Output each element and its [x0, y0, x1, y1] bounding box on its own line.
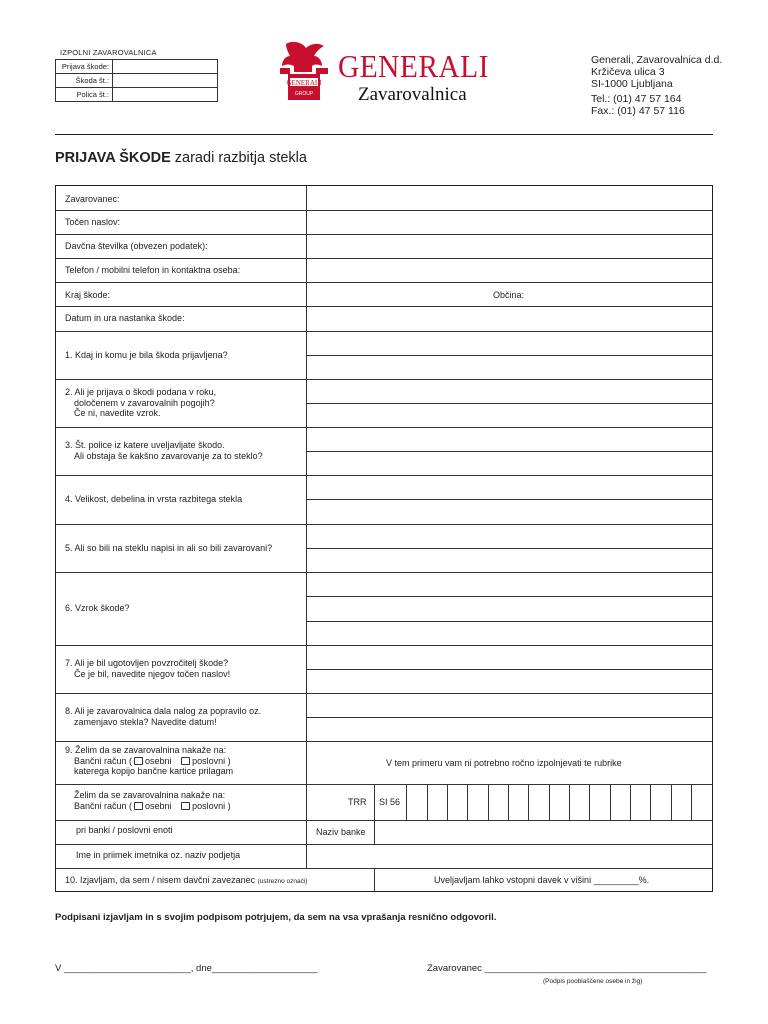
poslovni-checkbox[interactable]	[181, 757, 190, 765]
claim-form-table	[55, 185, 713, 892]
office-header: IZPOLNI ZAVAROVALNICA	[60, 48, 157, 57]
company-fax: Fax.: (01) 47 57 116	[591, 105, 685, 117]
datum-label: Datum in ura nastanka škode:	[65, 313, 185, 323]
company-city: SI-1000 Ljubljana	[591, 78, 673, 90]
declaration-text: Podpisani izjavljam in s svojim podpisom potrjujem, da sem na vsa vprašanja resnično odgovoril.	[55, 912, 497, 923]
question-8: 8. Ali je zavarovalnica dala nalog za popravilo oz. zamenjavo stekla? Navedite datum!	[65, 706, 262, 727]
naslov-label: Točen naslov:	[65, 217, 121, 227]
skoda-st-field[interactable]	[113, 74, 218, 88]
company-name: Generali, Zavarovalnica d.d.	[591, 54, 723, 66]
svg-text:GENERALI: GENERALI	[286, 79, 322, 87]
company-address	[591, 54, 722, 117]
form-title	[55, 150, 307, 166]
skoda-st-label: Škoda št.:	[56, 74, 113, 88]
office-use-box	[55, 59, 218, 102]
question-5: 5. Ali so bili na steklu napisi in ali so bili zavarovani?	[65, 543, 273, 553]
poslovni-checkbox-2[interactable]	[181, 802, 190, 810]
question-2: 2. Ali je prijava o škodi podana v roku, določenem v zavarovalnih pogojih? Če ni, navedite vzrok.	[65, 387, 217, 418]
question-6: 6. Vzrok škode?	[65, 603, 130, 613]
column-divider	[306, 186, 307, 868]
naziv-banke-label: Naziv banke	[316, 827, 366, 837]
no-manual-fill-note: V tem primeru vam ni potrebno ročno izpolnjevati te rubrike	[386, 758, 622, 768]
question-4: 4. Velikost, debelina in vrsta razbitega stekla	[65, 494, 243, 504]
vat-percentage-field[interactable]: Uveljavljam lahko vstopni davek v višini _________%.	[434, 875, 650, 885]
logo-wordmark: GENERALI	[338, 48, 489, 84]
logo-subtitle: Zavarovalnica	[358, 84, 467, 105]
prijava-skode-label: Prijava škode:	[56, 60, 113, 74]
osebni-checkbox-2[interactable]	[134, 802, 143, 810]
question-1: 1. Kdaj in komu je bila škoda prijavljena?	[65, 350, 228, 360]
question-9-manual: Želim da se zavarovalnina nakaže na: Bančni račun ( osebni poslovni )	[74, 790, 231, 811]
question-3: 3. Št. police iz katere uveljavljate škodo. Ali obstaja še kakšno zavarovanje za to steklo?	[65, 440, 263, 461]
question-7: 7. Ali je bil ugotovljen povzročitelj škode? Če je bil, navedite njegov točen naslov!	[65, 658, 231, 679]
question-9-card: 9. Želim da se zavarovalnina nakaže na: Bančni račun ( osebni poslovni ) katerega kopijo bančne kartice prilagam	[65, 745, 234, 776]
svg-text:GROUP: GROUP	[294, 91, 314, 97]
question-10: 10. Izjavljam, da sem / nisem davčni zavezanec (ustrezno označi)	[65, 875, 308, 885]
telefon-label: Telefon / mobilni telefon in kontaktna oseba:	[65, 265, 241, 275]
polica-st-field[interactable]	[113, 88, 218, 102]
company-tel: Tel.: (01) 47 57 164	[591, 93, 682, 105]
form-title-bold: PRIJAVA ŠKODE	[55, 150, 171, 166]
kraj-label: Kraj škode:	[65, 290, 111, 300]
osebni-checkbox[interactable]	[134, 757, 143, 765]
imetnik-label: Ime in priimek imetnika oz. naziv podjetja	[76, 850, 241, 860]
lion-seal-icon	[272, 38, 336, 102]
signature-line[interactable]: Zavarovanec __________________________________________	[427, 963, 707, 974]
prijava-skode-field[interactable]	[113, 60, 218, 74]
obcina-label: Občina:	[493, 290, 525, 300]
company-street: Kržičeva ulica 3	[591, 66, 665, 78]
zavarovanec-label: Zavarovanec:	[65, 194, 120, 204]
pri-banki-label: pri banki / poslovni enoti	[76, 825, 173, 835]
form-title-rest: zaradi razbitja stekla	[170, 150, 307, 166]
trr-label: TRR	[348, 797, 367, 807]
signature-note: (Podpis pooblaščene osebe in žig)	[543, 978, 643, 985]
polica-st-label: Polica št.:	[56, 88, 113, 102]
si56-prefix: SI 56	[379, 797, 401, 807]
place-date-line[interactable]: V ________________________, dne____________________	[55, 963, 318, 974]
header-divider	[55, 134, 713, 135]
davcna-label: Davčna številka (obvezen podatek):	[65, 241, 208, 251]
